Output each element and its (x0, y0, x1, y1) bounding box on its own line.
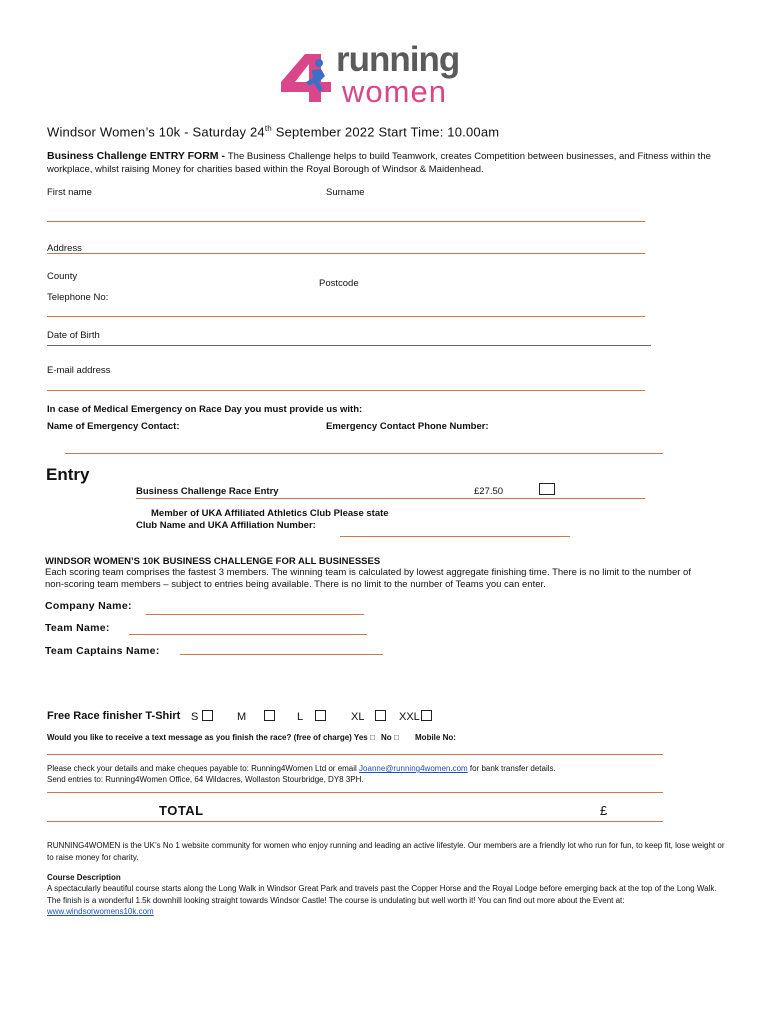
total-currency: £ (600, 803, 608, 818)
race-entry-line (136, 498, 645, 499)
address-label: Address (47, 243, 82, 254)
uka-number-line[interactable] (340, 536, 570, 537)
tshirt-size-l[interactable]: L (297, 710, 326, 723)
email-line[interactable] (47, 390, 645, 391)
tshirt-l-checkbox[interactable] (315, 710, 326, 721)
challenge-heading: WINDSOR WOMEN’S 10K BUSINESS CHALLENGE FOR ALL BUSINESSES (45, 556, 381, 567)
logo-text-women: women (342, 74, 447, 109)
tshirt-size-xxl[interactable]: XXL (399, 710, 432, 723)
race-entry-price: £27.50 (474, 486, 504, 497)
first-name-label: First name (47, 187, 92, 198)
race-entry-label: Business Challenge Race Entry (136, 486, 279, 497)
emergency-phone-label: Emergency Contact Phone Number: (326, 421, 489, 432)
dob-line[interactable] (47, 345, 651, 346)
tshirt-m-checkbox[interactable] (264, 710, 275, 721)
address-line[interactable] (47, 253, 645, 254)
course-heading: Course Description (47, 873, 121, 882)
team-name-line[interactable] (129, 634, 367, 635)
event-title: Windsor Women’s 10k - Saturday 24th September 2022 Start Time: 10.00am (47, 124, 500, 140)
telephone-label: Telephone No: (47, 292, 109, 303)
entry-heading: Entry (46, 465, 90, 484)
surname-label: Surname (326, 187, 365, 198)
name-line[interactable] (47, 221, 645, 222)
team-captains-line[interactable] (180, 654, 383, 655)
tshirt-size-s[interactable]: S (191, 710, 213, 723)
course-text: A spectacularly beautiful course starts along the Long Walk in Windsor Great Park and travels past the Copper Horse and the Royal Lodge before emerging back at the top of the Long Walk. The finish is a wonderful 1.5k downhill looking straight towards Windsor Castle! The course is undulating but well worth it! You can find out more about the Event at: www.windsorwomens10k.com (47, 884, 717, 916)
payment-email-link[interactable]: Joanne@running4women.com (359, 764, 468, 773)
dob-label: Date of Birth (47, 330, 100, 341)
postcode-label: Postcode (319, 278, 359, 289)
emergency-heading: In case of Medical Emergency on Race Day you must provide us with: (47, 404, 363, 415)
total-line[interactable] (47, 821, 663, 822)
payment-line (47, 792, 663, 793)
mobile-line[interactable] (47, 754, 663, 755)
race-entry-checkbox[interactable] (539, 483, 555, 495)
company-name-label: Company Name: (45, 600, 132, 612)
mobile-label: Mobile No: (415, 733, 456, 742)
emergency-line[interactable] (65, 453, 663, 454)
telephone-line[interactable] (47, 316, 645, 317)
tshirt-xxl-checkbox[interactable] (421, 710, 432, 721)
sms-yes-box[interactable]: □ (369, 733, 375, 742)
sms-question: Would you like to receive a text message as you finish the race? (free of charge) Yes □ No □ Mobile No: (47, 733, 456, 742)
about-text: RUNNING4WOMEN is the UK’s No 1 website community for women who enjoy running and leading an active lifestyle. Our members are a friendly lot who run for fun, to keep fit, lose weight or to raise money for charity. (47, 841, 725, 862)
total-label: TOTAL (159, 803, 204, 818)
logo-text-running: running (336, 40, 460, 79)
tshirt-xl-checkbox[interactable] (375, 710, 386, 721)
event-website-link[interactable]: www.windsorwomens10k.com (47, 907, 154, 916)
tshirt-s-checkbox[interactable] (202, 710, 213, 721)
form-heading: Business Challenge ENTRY FORM - The Business Challenge helps to build Teamwork, creates Competition between businesses, and Fitness within the workplace, whilst raising Money for charities based within the Royal Borough of Windsor & Maidenhead. (47, 150, 711, 175)
payment-text: Please check your details and make cheques payable to: Running4Women Ltd or email Joanne@running4women.com for bank transfer details. Send entries to: Running4Women Office, 64 Wildacres, Wollaston Stourbridge, DY8 3PH. (47, 764, 556, 784)
email-label: E-mail address (47, 365, 111, 376)
tshirt-size-m[interactable]: M (237, 710, 275, 723)
tshirt-size-xl[interactable]: XL (351, 710, 386, 723)
tshirt-label: Free Race finisher T-Shirt (47, 710, 181, 722)
sms-no-box[interactable]: □ (393, 733, 399, 742)
company-name-line[interactable] (146, 614, 364, 615)
uka-line2: Club Name and UKA Affiliation Number: (136, 520, 316, 531)
team-name-label: Team Name: (45, 622, 110, 634)
running-4-logo-mark (279, 52, 337, 104)
emergency-contact-label: Name of Emergency Contact: (47, 421, 180, 432)
county-label: County (47, 271, 78, 282)
challenge-text: Each scoring team comprises the fastest 3 members. The winning team is calculated by lowest aggregate finishing time. There is no limit to the number of non-scoring team members – subject to entries being available. There is no limit to the number of Teams you can enter. (45, 567, 691, 590)
uka-line1: Member of UKA Affiliated Athletics Club Please state (151, 508, 389, 519)
team-captains-label: Team Captains Name: (45, 645, 160, 657)
